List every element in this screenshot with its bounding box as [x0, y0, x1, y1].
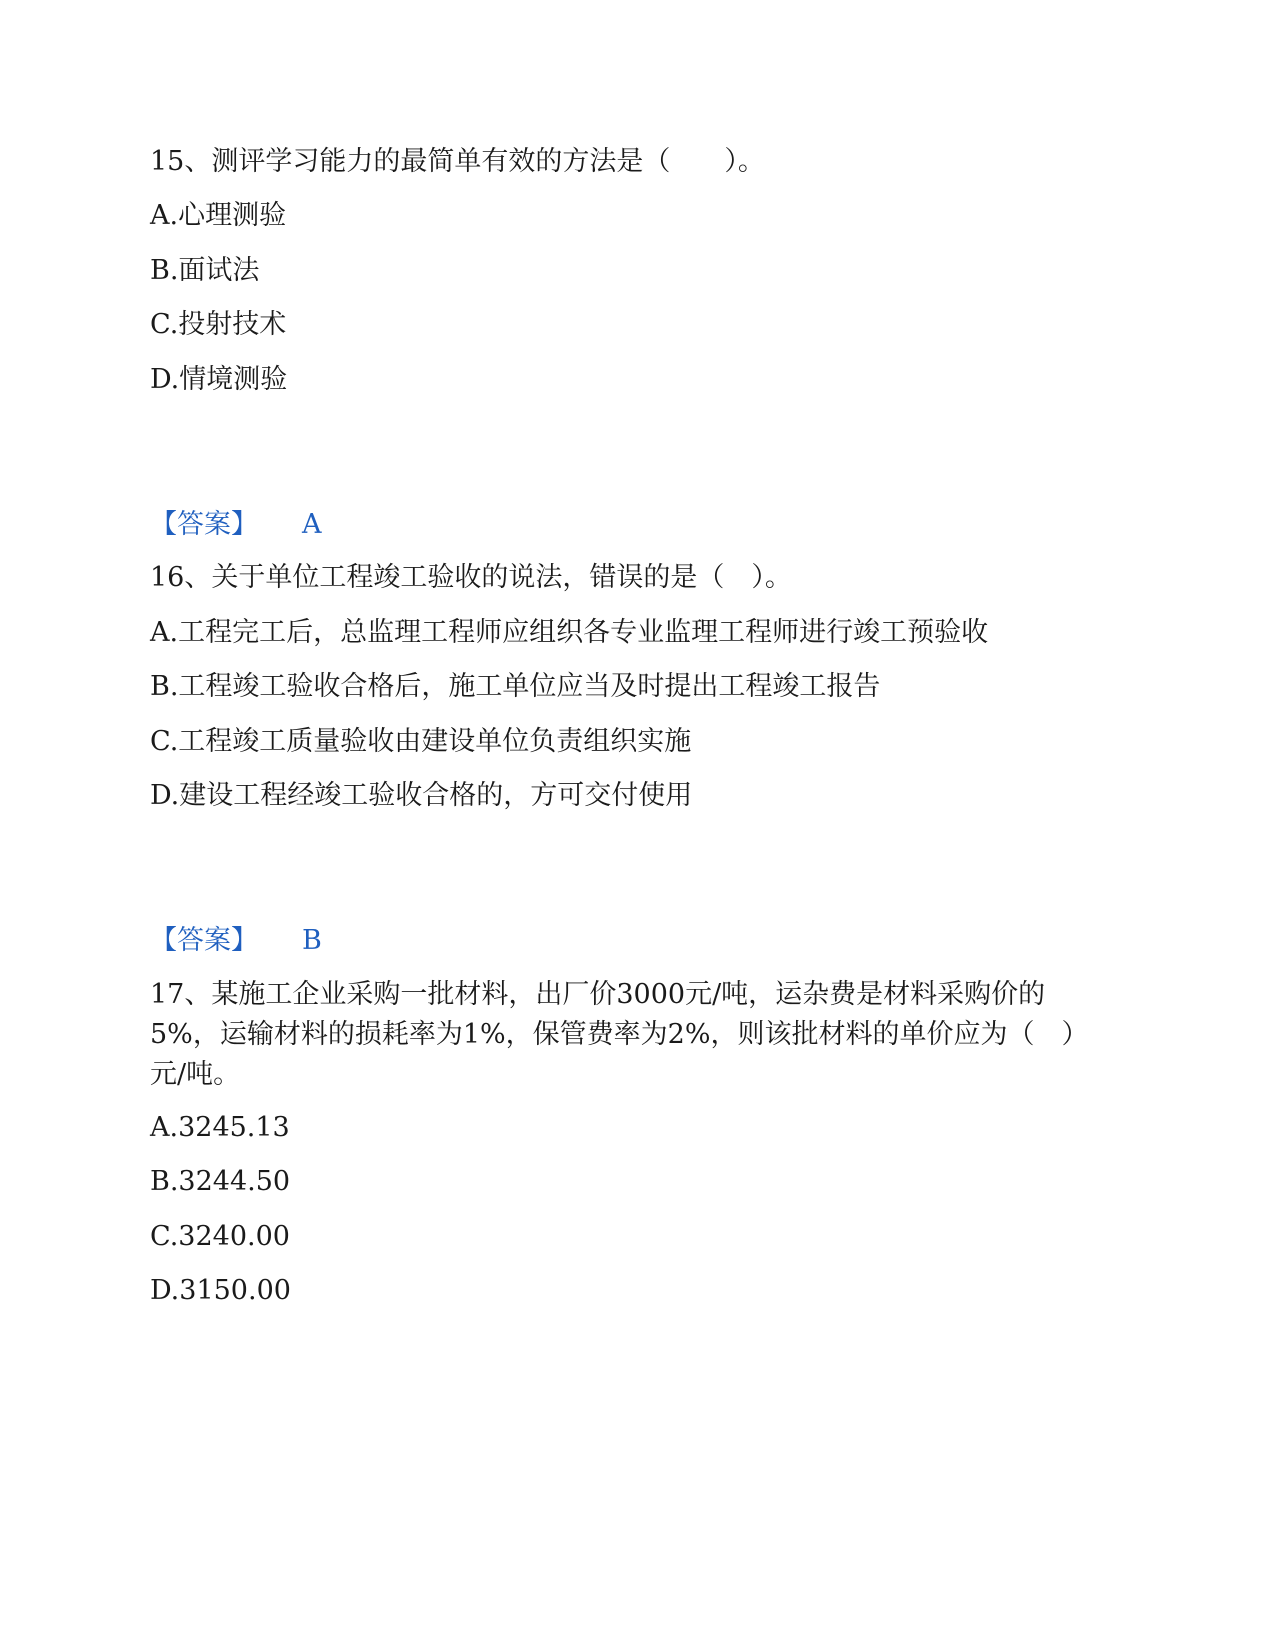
question-15-stem: 15、测评学习能力的最简单有效的方法是（ ）。 — [150, 146, 765, 177]
question-17-option-d: D.3150.00 — [150, 1275, 291, 1306]
answer-value: B — [302, 925, 322, 956]
question-16-option-b: B.工程竣工验收合格后，施工单位应当及时提出工程竣工报告 — [150, 671, 881, 702]
question-15-option-a: A.心理测验 — [150, 200, 287, 231]
question-16-option-a: A.工程完工后，总监理工程师应组织各专业监理工程师进行竣工预验收 — [150, 617, 989, 648]
question-17-option-c: C.3240.00 — [150, 1221, 290, 1252]
question-15-option-c: C.投射技术 — [150, 309, 287, 340]
answer-label: 【答案】 — [150, 509, 258, 540]
question-16-answer — [150, 921, 322, 961]
question-17-option-b: B.3244.50 — [150, 1166, 291, 1197]
question-16-stem: 16、关于单位工程竣工验收的说法，错误的是（ ）。 — [150, 562, 792, 593]
answer-value: A — [302, 509, 322, 540]
question-15-option-d: D.情境测验 — [150, 364, 288, 395]
answer-label: 【答案】 — [150, 925, 258, 956]
question-17-option-a: A.3245.13 — [150, 1112, 290, 1143]
question-16-option-d: D.建设工程经竣工验收合格的，方可交付使用 — [150, 780, 693, 811]
question-16-option-c: C.工程竣工质量验收由建设单位负责组织实施 — [150, 726, 692, 757]
question-17-stem: 17、某施工企业采购一批材料，出厂价3000元/吨，运杂费是材料采购价的5%，运输材料的损耗率为1%，保管费率为2%，则该批材料的单价应为（ ）元/吨。 — [150, 979, 1089, 1090]
question-15-answer — [150, 505, 322, 545]
question-15-option-b: B.面试法 — [150, 255, 260, 286]
